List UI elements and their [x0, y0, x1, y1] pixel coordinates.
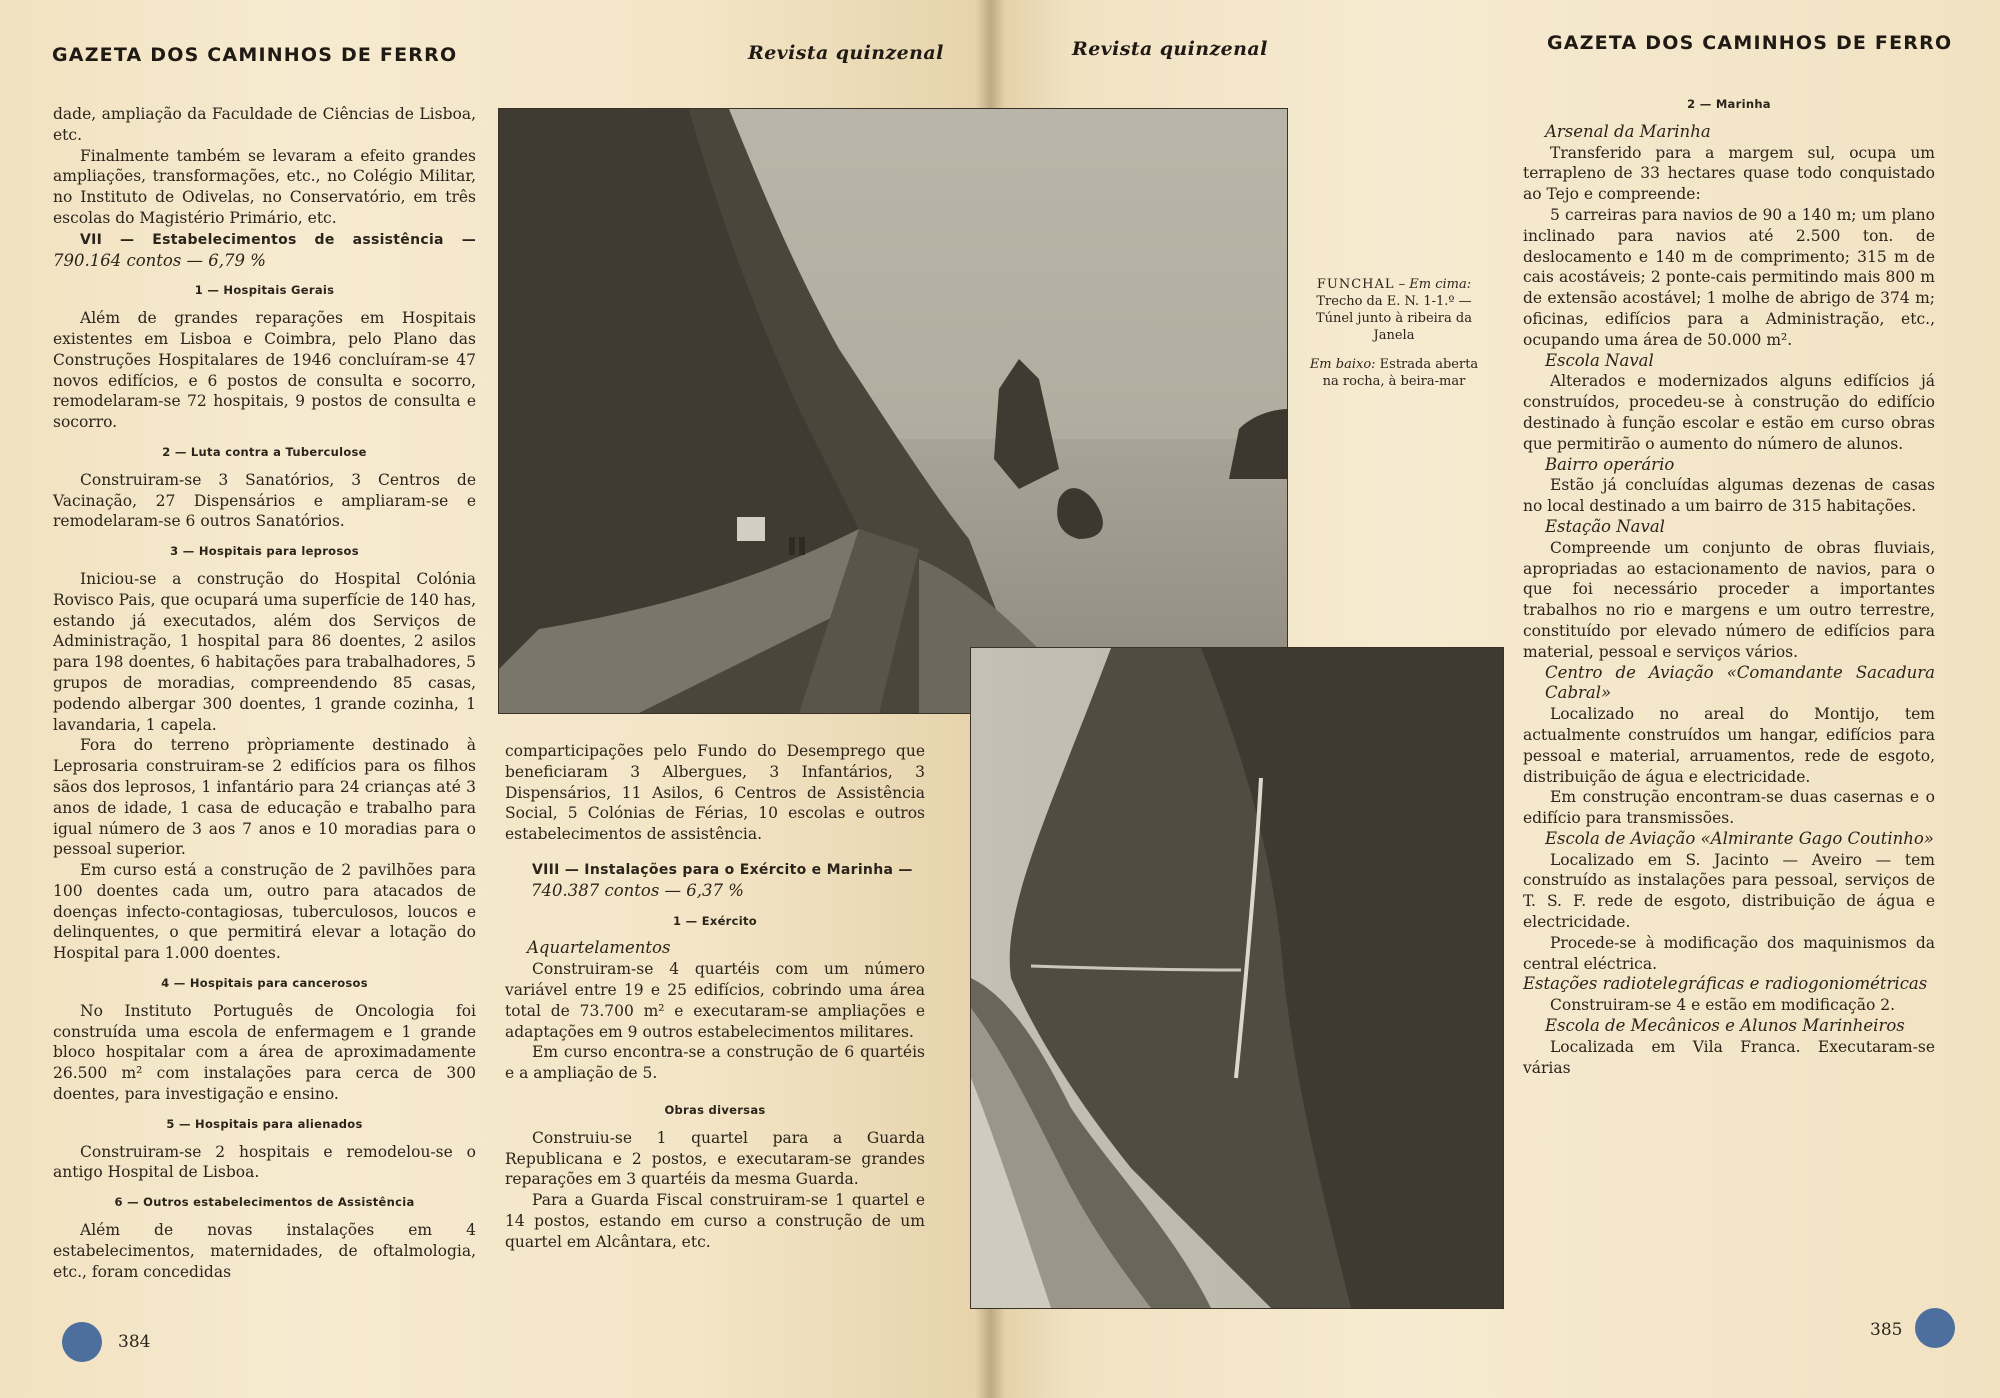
subheading: 4 — Hospitais para cancerosos — [161, 976, 368, 991]
paragraph: Construiram-se 4 e estão em modificação 2. — [1550, 996, 1896, 1015]
cliff-road-image — [499, 109, 1287, 713]
caption-place: FUNCHAL — [1316, 277, 1395, 292]
italic-heading: Centro de Aviação «Comandante Sacadura Cabral» — [1545, 662, 1935, 703]
paragraph: Iniciou-se a construção do Hospital Colónia Rovisco Pais, que ocupará uma superfície de 140 has, estando já executados, além dos Serviços de Administração, 1 hospital para 86 doentes, 2 asilos para 198 doentes, 6 habitações para trabalhadores, 5 grupos de moradias, compreendendo 85 casas, podendo albergar 300 doentes, 1 grande cozinha, 1 lavandaria, 1 capela. — [53, 569, 476, 734]
italic-heading: Escola de Aviação «Almirante Gago Coutinho» — [1545, 828, 1934, 848]
journal-title-right: GAZETA DOS CAMINHOS DE FERRO — [1547, 32, 1953, 54]
paragraph: Construiram-se 4 quartéis com um número variável entre 19 e 25 edifícios, cobrindo uma área total de 73.700 m² e executaram-se ampliações e adaptações em 9 outros estabelecimentos militares. — [505, 960, 925, 1041]
page-marker-dot — [1915, 1308, 1955, 1348]
photo-cliff-waterfall — [970, 647, 1504, 1309]
journal-subtitle-left: Revista quinzenal — [748, 42, 944, 64]
paragraph: Além de novas instalações em 4 estabelecimentos, maternidades, de oftalmologia, etc., foram concedidas — [53, 1221, 476, 1281]
section-value: 740.387 contos — 6,37 % — [531, 880, 744, 900]
paragraph: Para a Guarda Fiscal construiram-se 1 quartel e 14 postos, estando em curso a construção de um quartel em Alcântara, etc. — [505, 1191, 925, 1251]
page-number-left: 384 — [118, 1332, 151, 1352]
paragraph: Fora do terreno pròpriamente destinado à Leprosaria construiram-se 2 edifícios para os filhos sãos dos leprosos, 1 infantário para 24 crianças até 3 anos de idade, 1 casa de educação e trabalho para igual número de 3 aos 7 anos e 10 moradias para o pessoal superior. — [53, 736, 476, 859]
italic-heading: Escola Naval — [1545, 350, 1654, 370]
caption-top-label: Em cima: — [1409, 277, 1472, 292]
section-title: VII — Estabelecimentos de assistência — — [80, 231, 476, 248]
subheading: 1 — Exército — [672, 913, 757, 928]
paragraph: Localizada em Vila Franca. Executaram-se várias — [1523, 1037, 1935, 1077]
subheading: 5 — Hospitais para alienados — [166, 1116, 363, 1131]
section-title: VIII — Instalações para o Exército e Marinha — — [532, 861, 913, 878]
section-heading-viii — [505, 859, 925, 902]
journal-title-left: GAZETA DOS CAMINHOS DE FERRO — [52, 44, 458, 66]
cliff-waterfall-image — [971, 648, 1503, 1308]
paragraph: Construiu-se 1 quartel para a Guarda Republicana e 2 postos, e executaram-se grandes reparações em 3 quartéis da mesma Guarda. — [505, 1128, 925, 1189]
paragraph: Em curso está a construção de 2 pavilhões para 100 doentes cada um, outro para atacados de doenças infecto-contagiosas, tuberculosos, loucos e delinquentes, o que permitirá elevar a lotação do Hospital para 1.000 doentes. — [53, 861, 476, 963]
subheading: 1 — Hospitais Gerais — [194, 283, 335, 298]
page-marker-dot — [62, 1322, 102, 1362]
italic-heading: Escola de Mecânicos e Alunos Marinheiros — [1545, 1016, 1905, 1036]
caption-top-text: Trecho da E. N. 1-1.º — Túnel junto à ribeira da Janela — [1316, 294, 1472, 343]
right-column — [1523, 94, 1935, 1078]
subheading: Obras diversas — [664, 1102, 766, 1117]
photo-caption: FUNCHAL – Em cima: Trecho da E. N. 1-1.º — Túnel junto à ribeira da Janela Em baixo: Estrada aberta na rocha, à beira-mar — [1309, 277, 1479, 389]
paragraph: Estão já concluídas algumas dezenas de casas no local destinado a um bairro de 315 habitações. — [1523, 476, 1935, 516]
paragraph: Em construção encontram-se duas casernas e o edifício para transmissões. — [1523, 788, 1935, 828]
section-heading-vii — [53, 229, 476, 272]
subheading: 2 — Marinha — [1687, 97, 1771, 111]
paragraph: Compreende um conjunto de obras fluviais, apropriadas ao estacionamento de navios, para o que foi necessário proceder a importantes trabalhos no rio e margens e um outro terrestre, constituído por elevado número de edifícios para material, pessoal e serviços vários. — [1523, 538, 1935, 661]
paragraph: Procede-se à modificação dos maquinismos da central eléctrica. — [1523, 933, 1935, 973]
photo-cliff-road — [498, 108, 1288, 714]
caption-bottom-label: Em baixo: — [1309, 357, 1376, 372]
paragraph: Em curso encontra-se a construção de 6 quartéis e a ampliação de 5. — [505, 1043, 925, 1083]
italic-heading: Estações radiotelegráficas e radiogoniométricas — [1523, 974, 1928, 994]
italic-heading: Estação Naval — [1545, 516, 1665, 536]
paragraph: Construiram-se 3 Sanatórios, 3 Centros de Vacinação, 27 Dispensários e ampliaram-se e remodelaram-se 6 outros Sanatórios. — [53, 470, 476, 531]
italic-heading: Aquartelamentos — [527, 938, 671, 958]
page-number-right: 385 — [1870, 1320, 1903, 1340]
paragraph: Transferido para a margem sul, ocupa um terrapleno de 33 hectares quase todo conquistado ao Tejo e compreende: — [1523, 143, 1935, 204]
section-value: 790.164 contos — 6,79 % — [53, 250, 266, 270]
paragraph: 5 carreiras para navios de 90 a 140 m; um plano inclinado para navios até 2.500 ton. de deslocamento e 140 m de comprimento; 315 m de cais acostáveis; 2 ponte-cais permitindo mais 800 m de extensão acostável; 1 molhe de abrigo de 374 m; oficinas, edifícios para a Administração, etc., ocupando uma área de 50.000 m². — [1523, 205, 1935, 349]
subheading: 2 — Luta contra a Tuberculose — [162, 444, 367, 459]
italic-heading: Bairro operário — [1545, 454, 1675, 474]
italic-heading: Arsenal da Marinha — [1545, 121, 1711, 141]
paragraph: No Instituto Português de Oncologia foi construída uma escola de enfermagem e 1 grande bloco hospitalar com a área de aproximadamente 26.500 m² com instalações para cerca de 300 doentes, para investigação e ensino. — [53, 1001, 476, 1104]
paragraph: Localizado em S. Jacinto — Aveiro — tem construído as instalações para pessoal, serviços de T. S. F. rede de esgoto, distribuição de água e electricidade. — [1523, 850, 1935, 932]
paragraph: comparticipações pelo Fundo do Desemprego que beneficiaram 3 Albergues, 3 Infantários, 3 Dispensários, 11 Asilos, 6 Centros de Assistência Social, 5 Colónias de Férias, 10 escolas e outros estabelecimentos de assistência. — [505, 742, 925, 844]
subheading: 3 — Hospitais para leprosos — [170, 544, 359, 559]
left-column-1 — [53, 104, 476, 1282]
paragraph: Alterados e modernizados alguns edifícios já construídos, procedeu-se à construção do edifício destinado à função escolar e estão em curso obras que permitirão o aumento do número de alunos. — [1523, 372, 1935, 453]
subheading: 6 — Outros estabelecimentos de Assistência — [114, 1195, 415, 1210]
caption-bottom-text: Estrada aberta na rocha, à beira-mar — [1322, 357, 1479, 389]
paragraph: dade, ampliação da Faculdade de Ciências de Lisboa, etc. — [53, 105, 476, 144]
left-column-2 — [505, 741, 925, 1253]
journal-subtitle-right: Revista quinzenal — [1072, 38, 1268, 60]
paragraph: Construiram-se 2 hospitais e remodelou-se o antigo Hospital de Lisboa. — [53, 1142, 476, 1182]
paragraph: Além de grandes reparações em Hospitais existentes em Lisboa e Coimbra, pelo Plano das Construções Hospitalares de 1946 concluíram-se 47 novos edifícios, e 6 postos de consulta e socorro, remodelaram-se 72 hospitais, 9 postos de consulta e socorro. — [53, 309, 476, 432]
paragraph: Finalmente também se levaram a efeito grandes ampliações, transformações, etc., no Colégio Militar, no Instituto de Odivelas, no Conservatório, em três escolas do Magistério Primário, etc. — [53, 146, 476, 227]
paragraph: Localizado no areal do Montijo, tem actualmente construídos um hangar, edifícios para pessoal e material, arruamentos, rede de esgoto, distribuição de água e electricidade. — [1523, 705, 1935, 786]
